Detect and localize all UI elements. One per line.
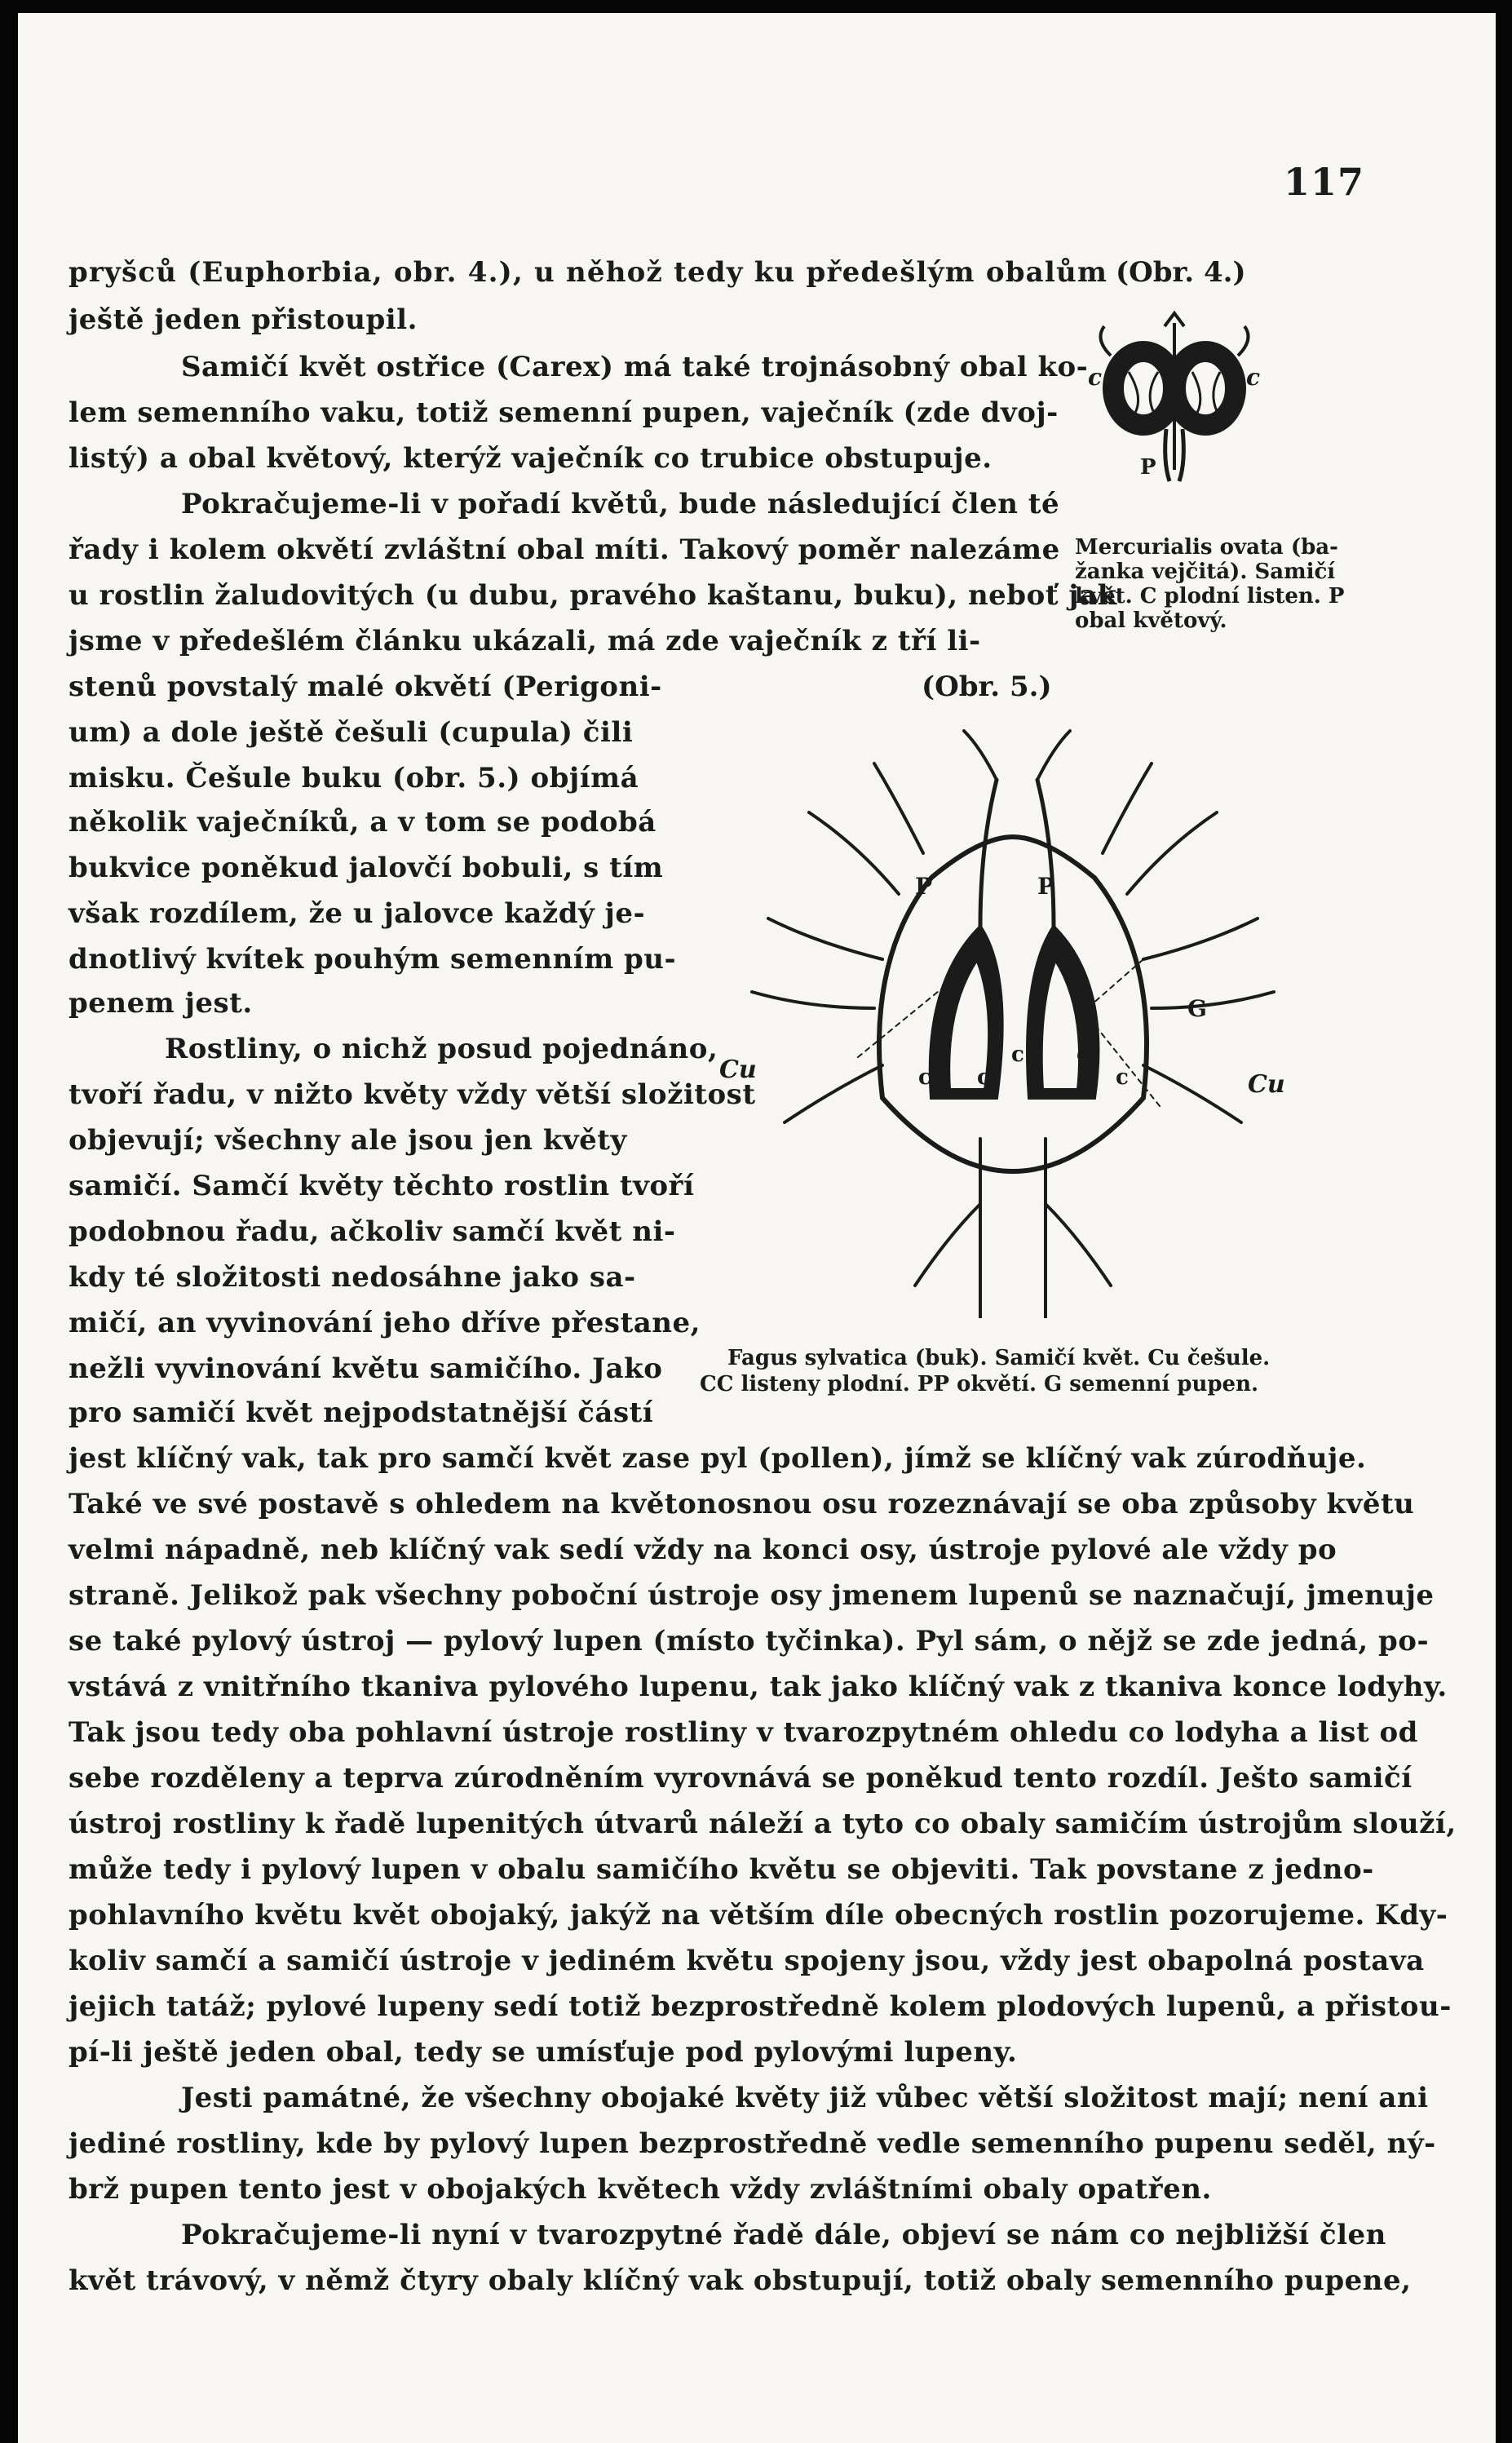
text-line: Samičí květ ostřice (Carex) má také trojnásobný obal ko- (181, 351, 1089, 383)
text-line: jejich tatáž; pylové lupeny sedí totiž bezprostředně kolem plodových lupenů, a přistou- (69, 1990, 1452, 2023)
text-line: Jesti památné, že všechny obojaké květy již vůbec větší složitost mají; není ani (181, 2082, 1429, 2114)
text-line: několik vaječníků, a v tom se podobá (69, 806, 657, 839)
figure-5-letter-cu: Cu (719, 1056, 757, 1084)
text-line: koliv samčí a samičí ústroje v jediném květu spojeny jsou, vždy jest obapolná postava (69, 1945, 1425, 1977)
text-line: řady i kolem okvětí zvláštní obal míti. Takový poměr nalezáme (69, 533, 1060, 566)
book-page (18, 13, 1496, 2443)
text-line: podobnou řadu, ačkoliv samčí květ ni- (69, 1215, 676, 1248)
text-line: květ trávový, v němž čtyry obaly klíčný vak obstupují, totiž obaly semenního pupene, (69, 2264, 1412, 2297)
figure-5-label: (Obr. 5.) (922, 670, 1052, 703)
text-line: může tedy i pylový lupen v obalu samičího květu se objeviti. Tak povstane z jedno- (69, 1853, 1374, 1886)
figure-5-illustration (736, 715, 1306, 1318)
text-line: Pokračujeme-li nyní v tvarozpytné řadě dále, objeví se nám co nejbližší člen (181, 2219, 1386, 2251)
text-line: jest klíčný vak, tak pro samčí květ zase pyl (pollen), jímž se klíčný vak zúrodňuje. (69, 1442, 1367, 1475)
figure-5-letter-c: c (977, 1065, 990, 1090)
figure-5-letter-c: c (1116, 1065, 1129, 1090)
figure-4-letter-p: P (1140, 455, 1156, 480)
figure-5-letter-c: c (918, 1065, 931, 1090)
text-line: samičí. Samčí květy těchto rostlin tvoří (69, 1170, 695, 1202)
text-line: vstává z vnitřního tkaniva pylového lupenu, tak jako klíčný vak z tkaniva konce lodyhy. (69, 1671, 1448, 1703)
text-line: objevují; všechny ale jsou jen květy (69, 1124, 627, 1157)
text-line: jsme v předešlém článku ukázali, má zde vaječník z tří li- (69, 625, 981, 657)
text-line: kdy té složitosti nedosáhne jako sa- (69, 1261, 636, 1294)
text-line: bukvice poněkud jalovčí bobuli, s tím (69, 852, 664, 884)
text-line: penem jest. (69, 987, 253, 1020)
figure-5-letter-cu: Cu (1248, 1070, 1285, 1099)
text-line: tvoří řadu, v nižto květy vždy větší složitost (69, 1078, 756, 1111)
figure-5-letter-c: c (1011, 1042, 1024, 1067)
text-line: um) a dole ještě češuli (cupula) čili (69, 716, 634, 749)
text-line: listý) a obal květový, kterýž vaječník co trubice obstupuje. (69, 442, 993, 475)
text-line: velmi nápadně, neb klíčný vak sedí vždy na konci osy, ústroje pylové ale vždy po (69, 1534, 1337, 1566)
figure-5-caption-line: CC listeny plodní. PP okvětí. G semenní pupen. (700, 1372, 1259, 1396)
figure-5-letter-p: P (1037, 873, 1055, 900)
text-line: však rozdílem, že u jalovce každý je- (69, 897, 646, 930)
text-line: mičí, an vyvinování jeho dříve přestane, (69, 1307, 701, 1339)
text-line: stenů povstalý malé okvětí (Perigoni- (69, 670, 662, 703)
page-number: 117 (1284, 160, 1365, 204)
text-line: pro samičí květ nejpodstatnější částí (69, 1396, 654, 1429)
text-line: pryšců (Euphorbia, obr. 4.), u něhož tedy ku předešlým obalům (69, 256, 1108, 289)
text-line: pohlavního květu květ obojaký, jakýž na větším díle obecných rostlin pozorujeme. Kdy- (69, 1899, 1448, 1932)
figure-4-letter-c: c (1088, 364, 1103, 391)
figure-4-caption-line: žanka vejčitá). Samičí (1075, 560, 1336, 584)
text-line: ještě jeden přistoupil. (69, 303, 418, 336)
text-line: sebe rozděleny a teprva zúrodněním vyrovnává se poněkud tento rozdíl. Ješto samičí (69, 1762, 1413, 1795)
figure-4-caption-line: Mercurialis ovata (ba- (1075, 535, 1338, 560)
text-line: Rostliny, o nichž posud pojednáno, (165, 1033, 718, 1065)
figure-4-label: (Obr. 4.) (1116, 256, 1246, 289)
text-line: dnotlivý kvítek pouhým semenním pu- (69, 943, 677, 976)
text-line: u rostlin žaludovitých (u dubu, pravého kaštanu, buku), neboť jak (69, 579, 1117, 612)
figure-4-letter-c: c (1246, 364, 1261, 391)
text-line: straně. Jelikož pak všechny poboční ústroje osy jmenem lupenů se naznačují, jmenuje (69, 1579, 1435, 1612)
text-line: jediné rostliny, kde by pylový lupen bezprostředně vedle semenního pupenu seděl, ný- (69, 2127, 1436, 2160)
text-line: se také pylový ústroj — pylový lupen (místo tyčinka). Pyl sám, o nějž se zde jedná, po- (69, 1625, 1430, 1657)
text-line: Pokračujeme-li v pořadí květů, bude následující člen té (181, 488, 1060, 520)
text-line: Tak jsou tedy oba pohlavní ústroje rostliny v tvarozpytném ohledu co lodyha a list od (69, 1716, 1418, 1749)
text-line: ústroj rostliny k řadě lupenitých útvarů náleží a tyto co obaly samičím ústrojům slouží, (69, 1808, 1457, 1840)
figure-5-caption-line: Fagus sylvatica (buk). Samičí květ. Cu češule. (727, 1346, 1271, 1370)
text-line: Také ve své postavě s ohledem na květonosnou osu rozeznávají se oba způsoby květu (69, 1488, 1415, 1520)
text-line: nežli vyvinování květu samičího. Jako (69, 1352, 663, 1385)
text-line: brž pupen tento jest v obojakých květech vždy zvláštními obaly opatřen. (69, 2173, 1212, 2206)
text-line: lem semenního vaku, totiž semenní pupen, vaječník (zde dvoj- (69, 396, 1059, 429)
figure-5-letter-p: P (915, 873, 933, 900)
text-line: pí-li ještě jeden obal, tedy se umísťuje pod pylovými lupeny. (69, 2036, 1018, 2069)
figure-4-caption-line: květ. C plodní listen. P (1075, 584, 1345, 609)
figure-5-letter-g: G (1187, 995, 1207, 1022)
figure-4-caption-line: obal květový. (1075, 609, 1227, 633)
figure-5-letter-c: c (1077, 1042, 1090, 1067)
figure-4-illustration (1078, 307, 1274, 511)
text-line: misku. Češule buku (obr. 5.) objímá (69, 762, 639, 794)
